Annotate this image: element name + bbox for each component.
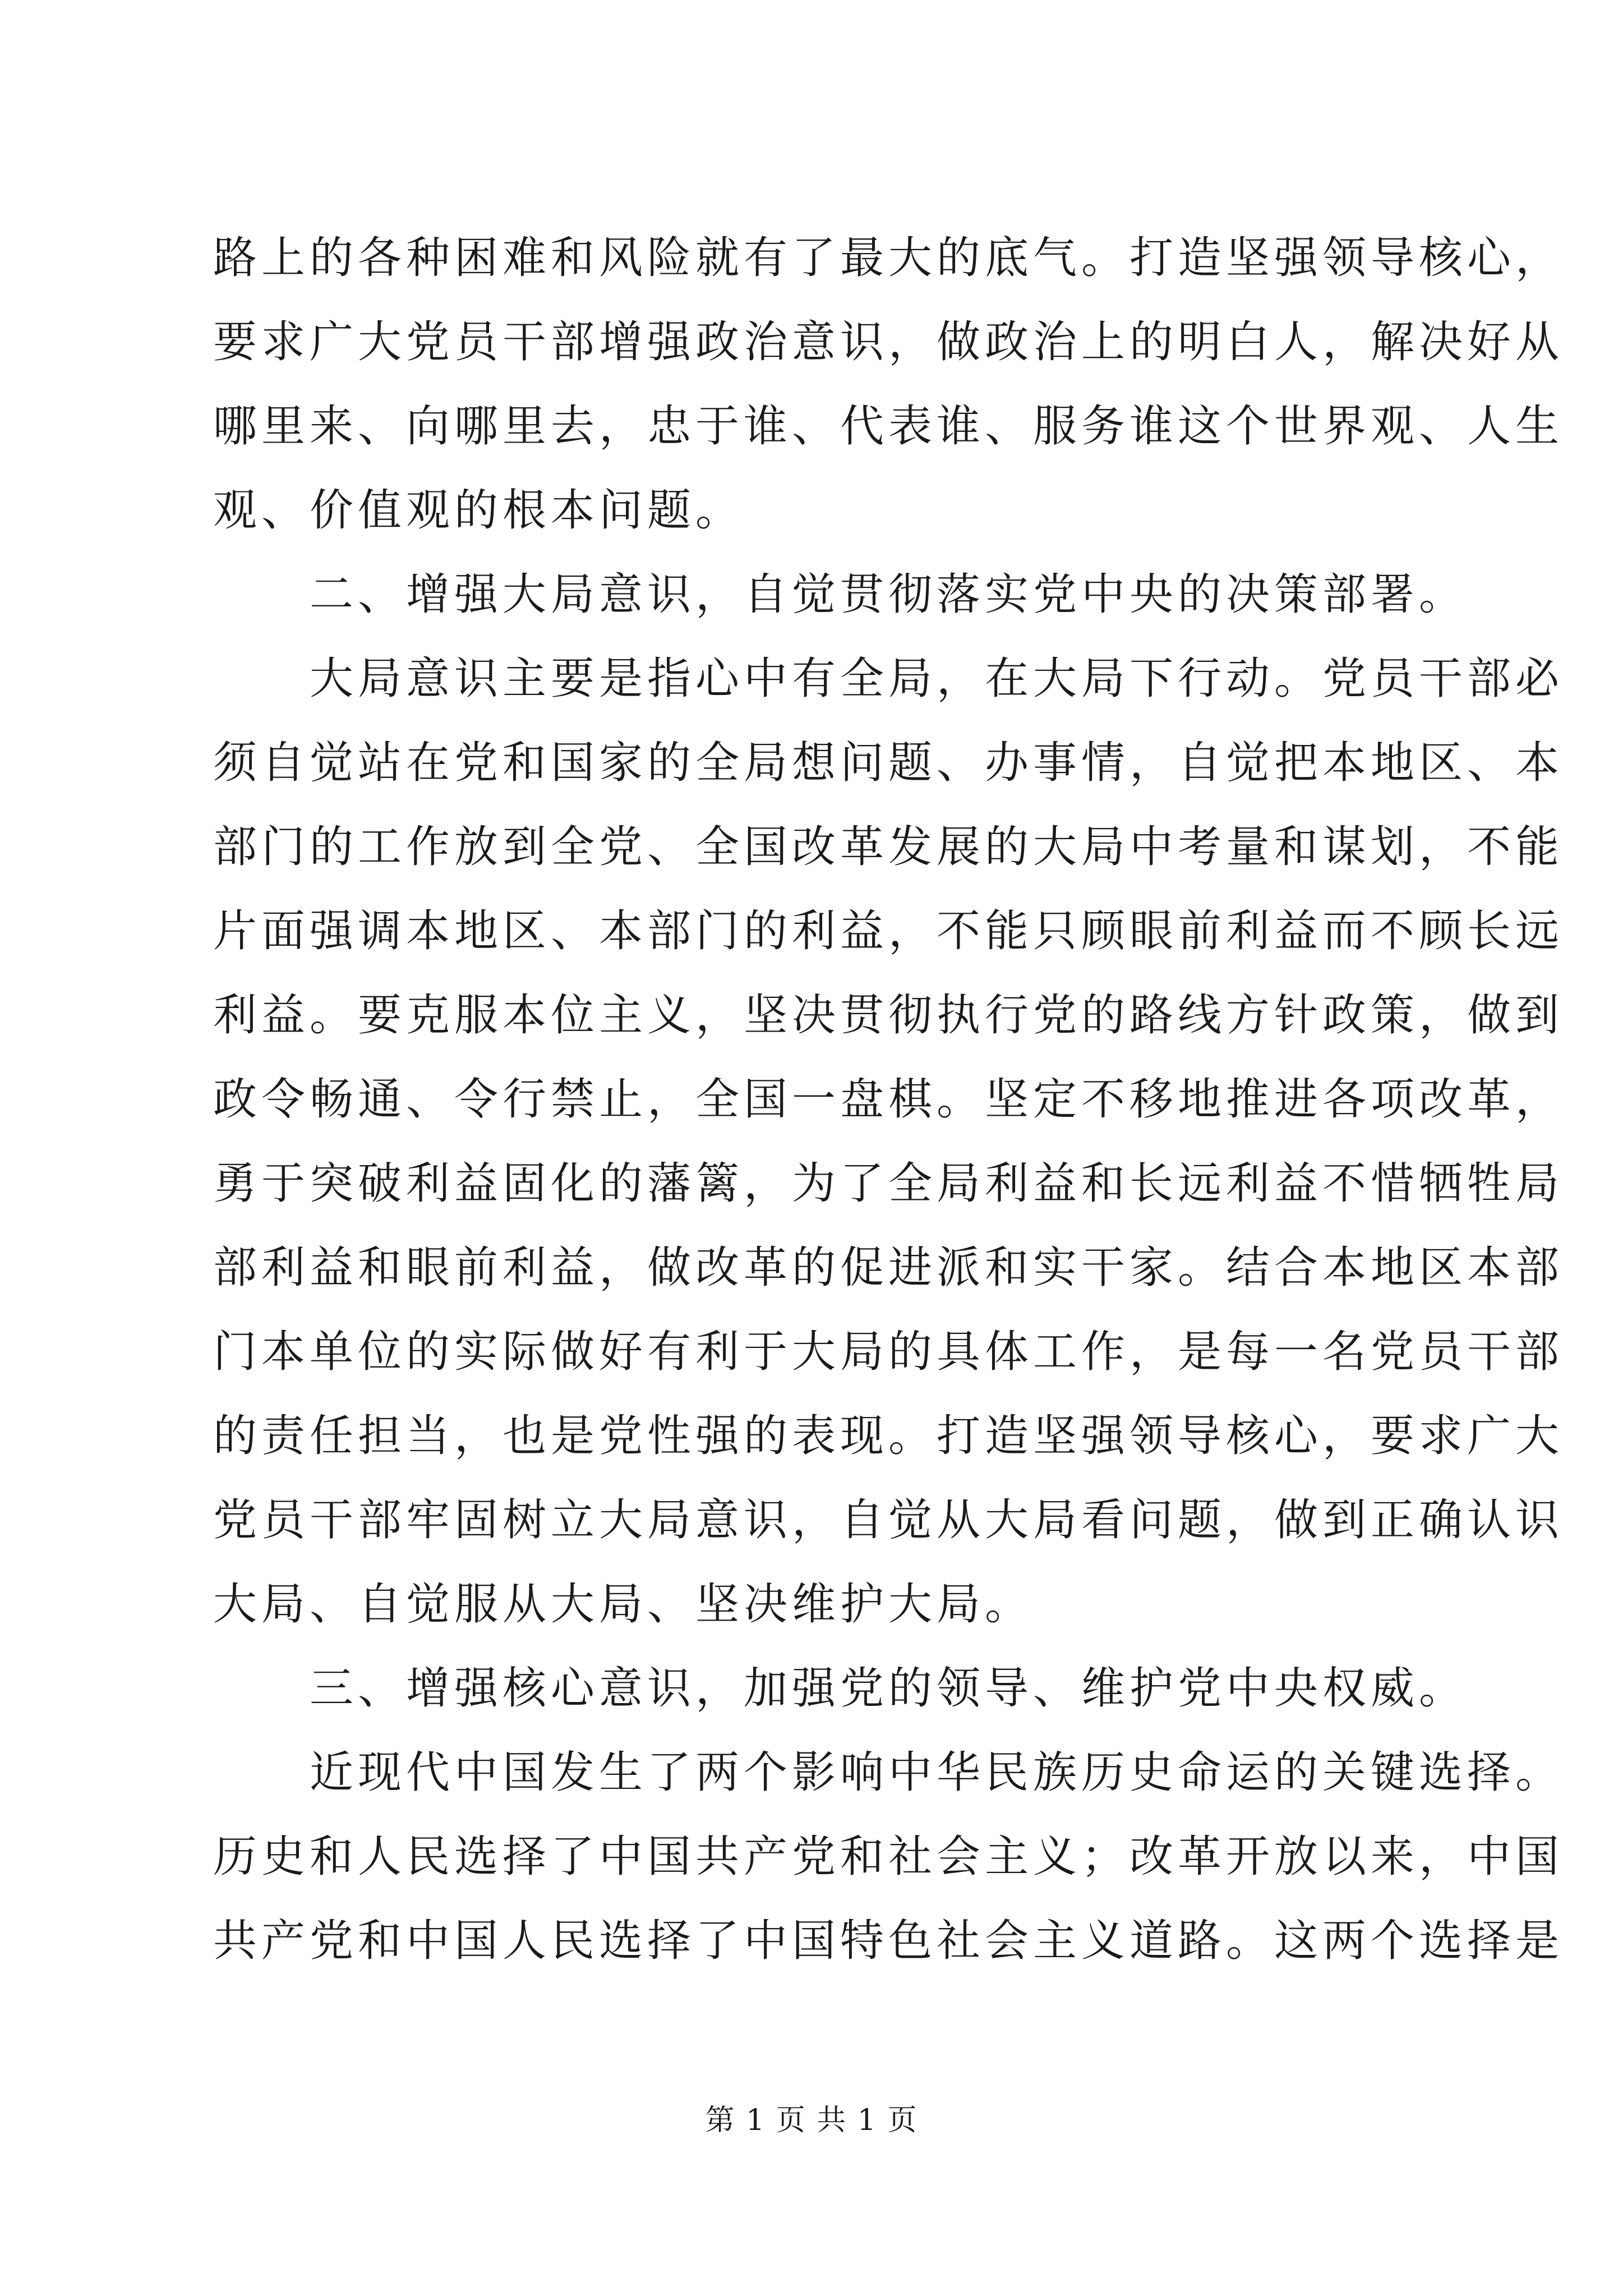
text-line: 门本单位的实际做好有利于大局的具体工作，是每一名党员干部: [213, 1327, 1564, 1377]
text-line: 大局意识主要是指心中有全局，在大局下行动。党员干部必: [213, 654, 1564, 704]
page-footer: 第 1 页 共 1 页: [705, 2104, 918, 2137]
text-line: 勇于突破利益固化的藩篱，为了全局利益和长远利益不惜牺牲局: [213, 1158, 1564, 1209]
text-line: 路上的各种困难和风险就有了最大的底气。打造坚强领导核心，: [213, 233, 1564, 283]
text-line: 要求广大党员干部增强政治意识，做政治上的明白人，解决好从: [213, 317, 1564, 367]
text-line: 部利益和眼前利益，做改革的促进派和实干家。结合本地区本部: [213, 1243, 1564, 1293]
text-line: 历史和人民选择了中国共产党和社会主义；改革开放以来，中国: [213, 1832, 1564, 1882]
text-line: 近现代中国发生了两个影响中华民族历史命运的关键选择。: [213, 1747, 1564, 1798]
text-line: 须自觉站在党和国家的全局想问题、办事情，自觉把本地区、本: [213, 738, 1564, 788]
text-line: 大局、自觉服从大局、坚决维护大局。: [213, 1579, 1034, 1630]
text-line: 观、价值观的根本问题。: [213, 485, 744, 536]
text-line: 三、增强核心意识，加强党的领导、维护党中央权威。: [213, 1663, 1468, 1714]
text-line: 哪里来、向哪里去，忠于谁、代表谁、服务谁这个世界观、人生: [213, 401, 1564, 452]
text-line: 政令畅通、令行禁止，全国一盘棋。坚定不移地推进各项改革，: [213, 1074, 1564, 1125]
text-line: 党员干部牢固树立大局意识，自觉从大局看问题，做到正确认识: [213, 1495, 1564, 1545]
text-line: 的责任担当，也是党性强的表现。打造坚强领导核心，要求广大: [213, 1411, 1564, 1461]
text-line: 利益。要克服本位主义，坚决贯彻执行党的路线方针政策，做到: [213, 990, 1564, 1041]
text-line: 二、增强大局意识，自觉贯彻落实党中央的决策部署。: [213, 569, 1468, 620]
text-line: 片面强调本地区、本部门的利益，不能只顾眼前利益而不顾长远: [213, 906, 1564, 956]
text-line: 共产党和中国人民选择了中国特色社会主义道路。这两个选择是: [213, 1916, 1564, 1966]
text-line: 部门的工作放到全党、全国改革发展的大局中考量和谋划，不能: [213, 822, 1564, 872]
